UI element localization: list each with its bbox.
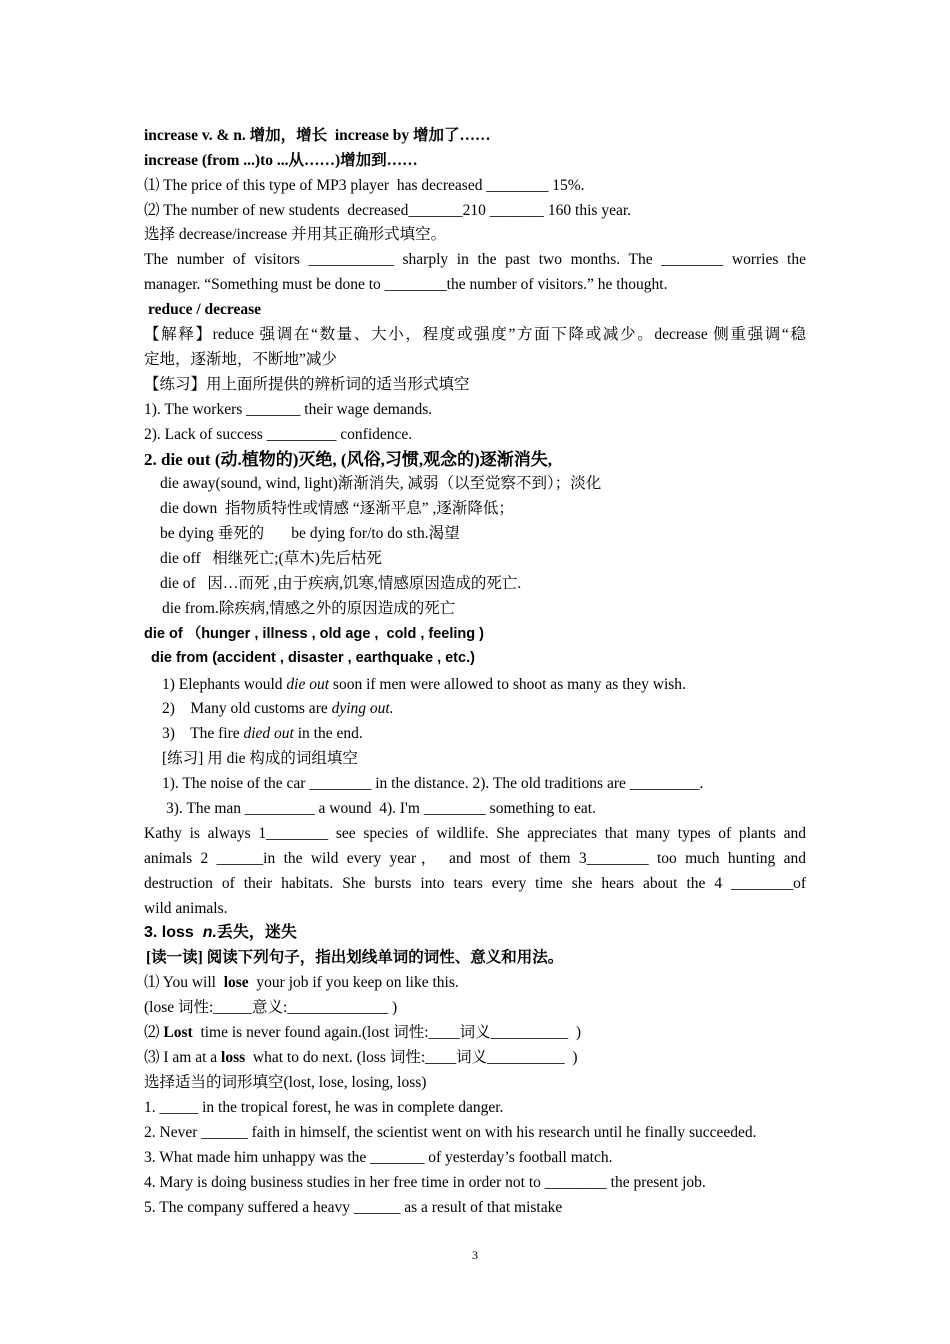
paragraph-line: destruction of their habitats. She bursts into tears every time she hears about the 4 ________of (144, 875, 806, 892)
exercise-line: 1. _____ in the tropical forest, he was in complete danger. (144, 1099, 504, 1116)
die-from-usage: die from (accident , disaster , earthquake , etc.) (151, 650, 475, 666)
exercise-line: ⑴ The price of this type of MP3 player has decreased ________ 15%. (144, 177, 585, 194)
exercise-line: 1). The workers _______ their wage demands. (144, 401, 433, 418)
example-sentence: 2) Many old customs are dying out. (162, 700, 394, 717)
example-sentence: ⑶ I am at a loss what to do next. (loss 词性:____词义__________ ) (144, 1049, 578, 1066)
practice-heading: [练习] 用 die 构成的词组填空 (162, 750, 358, 767)
paragraph-line: manager. “Something must be done to ________the number of visitors.” he thought. (144, 276, 668, 293)
phrase-line: die off 相继死亡;(草木)先后枯死 (160, 550, 382, 567)
page-number: 3 (472, 1248, 478, 1262)
phrase-line: be dying 垂死的 be dying for/to do sth.渴望 (160, 525, 460, 542)
paragraph-line: animals 2 ______in the wild every year， and most of them 3________ too much hunting and (144, 850, 806, 867)
paragraph-line: wild animals. (144, 900, 228, 917)
practice-heading: 【练习】用上面所提供的辨析词的适当形式填空 (144, 376, 470, 393)
exercise-line: 2). Lack of success _________ confidence. (144, 426, 413, 443)
exercise-line: 4. Mary is doing business studies in her free time in order not to ________ the present job. (144, 1174, 706, 1191)
section-heading-die-out: 2. die out (动.植物的)灭绝, (风俗,习惯,观念的)逐渐消失, (144, 450, 552, 469)
phrase-line: die of 因…而死 ,由于疾病,饥寒,情感原因造成的死亡. (160, 575, 522, 592)
phrase-line: die away(sound, wind, light)渐渐消失, 减弱（以至觉察不到）；淡化 (160, 475, 602, 492)
exercise-line: 3. What made him unhappy was the _______ of yesterday’s football match. (144, 1149, 613, 1166)
instruction-line: 选择 decrease/increase 并用其正确形式填空。 (144, 226, 447, 243)
example-sentence: 1) Elephants would die out soon if men were allowed to shoot as many as they wish. (162, 676, 686, 693)
die-of-usage: die of （hunger , illness , old age , cold , feeling ) (144, 626, 484, 642)
increase-heading: increase v. & n. 增加，增长 increase by 增加了…… (144, 127, 491, 144)
explanation-line: 【解释】reduce 强调在“数量、大小，程度或强度”方面下降或减少。decrease 侧重强调“稳 (144, 326, 806, 343)
increase-phrase: increase (from ...)to ...从……)增加到…… (144, 152, 418, 169)
paragraph-line: The number of visitors ___________ sharply in the past two months. The ________ worries the (144, 251, 806, 268)
explanation-line: 定地，逐渐地，不断地”减少 (144, 351, 337, 368)
exercise-line: 3). The man _________ a wound 4). I'm ________ something to eat. (166, 800, 596, 817)
read-instruction: [读一读] 阅读下列句子，指出划线单词的词性、意义和用法。 (146, 949, 564, 966)
example-sentence: ⑵ Lost time is never found again.(lost 词性:____词义__________ ) (144, 1024, 581, 1041)
exercise-line: 5. The company suffered a heavy ______ as a result of that mistake (144, 1199, 563, 1216)
example-sentence: ⑴ You will lose your job if you keep on like this. (144, 974, 459, 991)
section-heading-loss: 3. loss n.丢失，迷失 (144, 924, 297, 941)
exercise-line: (lose 词性:_____意义:_____________ ) (144, 999, 398, 1016)
phrase-line: die from.除疾病,情感之外的原因造成的死亡 (162, 600, 456, 617)
instruction-line: 选择适当的词形填空(lost, lose, losing, loss) (144, 1074, 427, 1091)
exercise-line: 2. Never ______ faith in himself, the scientist went on with his research until he finally succeeded. (144, 1124, 757, 1141)
phrase-line: die down 指物质特性或情感 “逐渐平息” ,逐渐降低； (160, 500, 514, 517)
example-sentence: 3) The fire died out in the end. (162, 725, 363, 742)
reduce-decrease-heading: reduce / decrease (148, 301, 262, 318)
exercise-line: 1). The noise of the car ________ in the distance. 2). The old traditions are _________. (162, 775, 704, 792)
exercise-line: ⑵ The number of new students decreased_______210 _______ 160 this year. (144, 202, 632, 219)
paragraph-line: Kathy is always 1________ see species of wildlife. She appreciates that many types of plants and (144, 825, 806, 842)
